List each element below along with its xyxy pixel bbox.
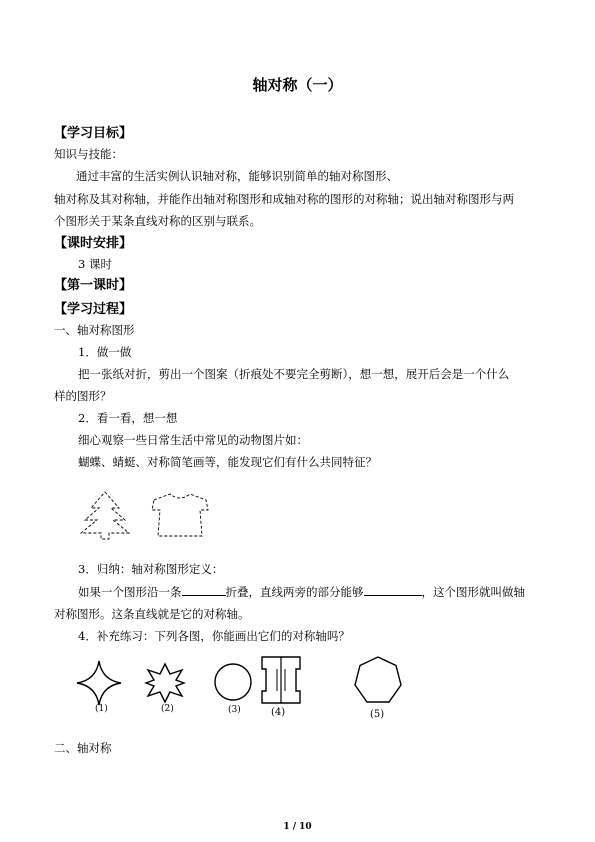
step3-line-2: 对称图形。这条直线就是它的对称轴。 xyxy=(54,607,250,621)
step1-line-2: 样的图形？ xyxy=(54,389,112,403)
page-number: 1 / 10 xyxy=(283,822,312,832)
goals-line-2: 轴对称及其对称轴，并能作出轴对称图形和成轴对称的图形的对称轴；说出轴对称图形与两 xyxy=(54,192,514,206)
step2-line-1: 细心观察一些日常生活中常见的动物图片如： xyxy=(78,433,308,447)
step2-line-2: 蝴蝶、蜻蜓、对称简笔画等，能发现它们有什么共同特征？ xyxy=(78,455,377,469)
four-point-star-figure xyxy=(76,660,122,706)
step3-text-b: 折叠，直线两旁的部分能够 xyxy=(225,585,364,599)
circle-figure xyxy=(212,661,254,703)
section-lesson-1: 【第一课时】 xyxy=(54,278,133,293)
blank-2[interactable] xyxy=(364,585,422,596)
step1-line-1: 把一张纸对折，剪出一个图案（折痕处不要完全剪断），想一想，展开后会是一个什么 xyxy=(78,367,510,381)
goals-line-3: 个图形关于某条直线对称的区别与联系。 xyxy=(54,214,261,228)
eight-point-star-figure xyxy=(144,662,186,704)
step1-title: 1．做一做 xyxy=(78,345,132,359)
figure-label-4: (4) xyxy=(271,707,286,718)
step3-text-c: ，这个图形就叫做轴 xyxy=(421,585,525,599)
part2-heading: 二、轴对称 xyxy=(54,741,112,755)
step3-line-1 xyxy=(78,584,525,600)
step3-text-a: 如果一个图形沿一条 xyxy=(78,585,182,599)
figure-label-5: (5) xyxy=(370,709,385,720)
section-goals: 【学习目标】 xyxy=(54,126,133,141)
figure-label-3: (3) xyxy=(228,705,241,715)
tree-figure xyxy=(75,490,135,540)
part1-heading: 一、轴对称图形 xyxy=(54,323,135,337)
step4-title: 4．补充练习：下列各图，你能画出它们的对称轴吗？ xyxy=(78,629,350,643)
figure-label-1: (1) xyxy=(95,704,108,714)
goals-label: 知识与技能： xyxy=(54,147,123,161)
section-schedule: 【课时安排】 xyxy=(54,236,133,251)
double-t-figure xyxy=(258,655,304,705)
step2-title: 2．看一看，想一想 xyxy=(78,411,178,425)
heptagon-figure xyxy=(351,654,405,708)
schedule-value: 3 课时 xyxy=(78,257,112,271)
blank-1[interactable] xyxy=(182,585,226,596)
goals-line-1: 通过丰富的生活实例认识轴对称，能够识别简单的轴对称图形、 xyxy=(76,169,398,183)
step3-title: 3．归纳：轴对称图形定义： xyxy=(78,562,224,576)
shirt-figure xyxy=(146,490,214,540)
section-process: 【学习过程】 xyxy=(54,302,133,317)
page-title: 轴对称（一） xyxy=(252,76,343,94)
figure-label-2: (2) xyxy=(161,704,174,714)
